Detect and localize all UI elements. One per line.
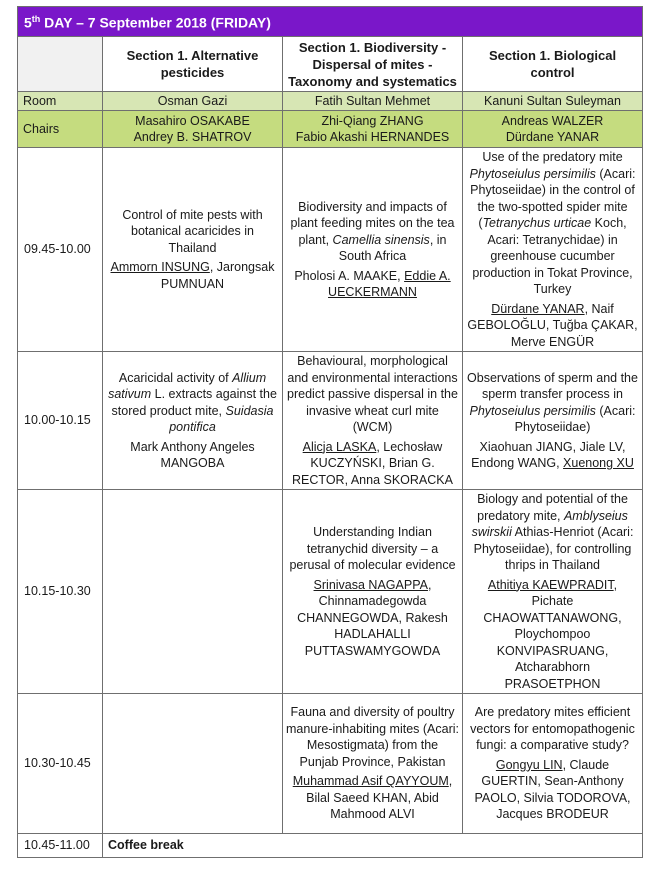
talk-title: Acaricidal activity of Allium sativum L. extracts against the stored product mite, Suidasia pontifica	[108, 370, 277, 434]
header-biodiversity: Section 1. Biodiversity - Dispersal of mites - Taxonomy and systematics	[283, 37, 463, 92]
room-label: Room	[18, 92, 103, 111]
chair-name: Fabio Akashi HERNANDES	[295, 130, 450, 144]
presenting-author: Muhammad Asif QAYYOUM	[292, 774, 449, 789]
schedule-page	[17, 6, 642, 858]
talk-authors: Srinivasa NAGAPPA, Chinnamadegowda CHANNEGOWDA, Rakesh HADLAHALLI PUTTASWAMYGOWDA	[297, 577, 448, 658]
talk-authors: Alicja LASKA, Lechosław KUCZYŃSKI, Brian G. RECTOR, Anna SKORACKA	[292, 439, 453, 487]
talk-title: Are predatory mites efficient vectors for entomopathogenic fungi: a comparative study?	[470, 705, 635, 753]
session-row	[18, 352, 643, 490]
coffee-break-row	[18, 834, 643, 858]
chairs-row	[18, 111, 643, 148]
talk-cell	[283, 694, 463, 834]
talk-cell	[463, 352, 643, 490]
talk-title: Biology and potential of the predatory mite, Amblyseius swirskii Athias-Henriot (Acari: Phytoseiidae), for controlling thrips in Thailand	[471, 492, 634, 572]
header-row	[18, 37, 643, 92]
chairs-cell	[283, 111, 463, 148]
session-row	[18, 490, 643, 694]
talk-cell	[103, 148, 283, 352]
session-row	[18, 148, 643, 352]
talk-cell	[103, 352, 283, 490]
chair-name: Zhi-Qiang ZHANG	[321, 113, 424, 128]
time-slot: 10.15-10.30	[18, 490, 103, 694]
talk-authors: Xiaohuan JIANG, Jiale LV, Endong WANG, Xuenong XU	[471, 439, 634, 470]
coffee-break-label: Coffee break	[103, 834, 643, 858]
talk-cell	[283, 148, 463, 352]
talk-authors: Muhammad Asif QAYYOUM, Bilal Saeed KHAN, Abid Mahmood ALVI	[292, 774, 453, 822]
time-slot: 10.45-11.00	[18, 834, 103, 858]
chair-name: Masahiro OSAKABE	[135, 113, 250, 128]
header-corner	[18, 37, 103, 92]
talk-authors: Ammorn INSUNG, Jarongsak PUMNUAN	[110, 260, 275, 291]
room-value: Osman Gazi	[103, 92, 283, 111]
session-row	[18, 694, 643, 834]
talk-authors: Pholosi A. MAAKE, Eddie A. UECKERMANN	[294, 268, 451, 299]
presenting-author: Alicja LASKA	[302, 439, 377, 454]
chairs-cell	[463, 111, 643, 148]
talk-cell	[463, 490, 643, 694]
talk-title: Observations of sperm and the sperm transfer process in Phytoseiulus persimilis (Acari: Phytoseiidae)	[467, 370, 638, 434]
presenting-author: Srinivasa NAGAPPA	[313, 577, 428, 592]
talk-cell	[283, 352, 463, 490]
presenting-author: Xuenong XU	[563, 456, 634, 470]
header-alternative-pesticides: Section 1. Alternative pesticides	[103, 37, 283, 92]
chair-name: Andreas WALZER	[501, 113, 604, 128]
talk-title: Biodiversity and impacts of plant feeding mites on the tea plant, Camellia sinensis, in South Africa	[290, 199, 455, 263]
room-value: Fatih Sultan Mehmet	[283, 92, 463, 111]
empty-talk-cell	[103, 490, 283, 694]
talk-authors: Dürdane YANAR, Naif GEBOLOĞLU, Tuğba ÇAKAR, Merve ENGÜR	[467, 301, 638, 349]
presenting-author: Athitiya KAEWPRADIT	[487, 577, 614, 592]
room-row	[18, 92, 643, 111]
talk-authors: Gongyu LIN, Claude GUERTIN, Sean-Anthony PAOLO, Silvia TODOROVA, Jacques BRODEUR	[474, 757, 631, 822]
room-value: Kanuni Sultan Suleyman	[463, 92, 643, 111]
talk-cell	[463, 694, 643, 834]
title-row	[18, 7, 643, 37]
talk-title: Understanding Indian tetranychid diversity – a perusal of molecular evidence	[289, 525, 456, 572]
presenting-author: Ammorn INSUNG	[110, 260, 210, 275]
chairs-label: Chairs	[18, 111, 103, 148]
header-biological-control: Section 1. Biological control	[463, 37, 643, 92]
talk-title: Fauna and diversity of poultry manure-inhabiting mites (Acari: Mesostigmata) from the Punjab Province, Pakistan	[286, 705, 459, 769]
chair-name: Andrey B. SHATROV	[133, 130, 252, 144]
talk-authors: Athitiya KAEWPRADIT, Pichate CHAOWATTANAWONG, Ploychompoo KONVIPASRUANG, Atcharabhorn PRASOETPHON	[483, 577, 622, 691]
presenting-author: Dürdane YANAR	[491, 301, 585, 316]
chair-name: Dürdane YANAR	[505, 130, 600, 144]
talk-authors: Mark Anthony Angeles MANGOBA	[130, 439, 255, 470]
presenting-author: Gongyu LIN	[495, 757, 563, 772]
talk-title: Control of mite pests with botanical acaricides in Thailand	[122, 207, 263, 255]
talk-title: Use of the predatory mite Phytoseiulus persimilis (Acari: Phytoseiidae) in the control of the two-spotted spider mite (Tetranychus urticae Koch, Acari: Tetranychidae) in greenhouse cucumber production in Tokat Province, Turkey	[469, 150, 636, 296]
talk-cell	[283, 490, 463, 694]
empty-talk-cell	[103, 694, 283, 834]
time-slot: 10.00-10.15	[18, 352, 103, 490]
time-slot: 09.45-10.00	[18, 148, 103, 352]
schedule-table	[17, 6, 643, 858]
presenting-author: Eddie A. UECKERMANN	[328, 268, 451, 299]
talk-title: Behavioural, morphological and environmental interactions predict passive dispersal in the invasive wheat curl mite (WCM)	[287, 354, 458, 434]
chairs-cell	[103, 111, 283, 148]
day-title: 5th DAY – 7 September 2018 (FRIDAY)	[18, 7, 643, 37]
talk-cell	[463, 148, 643, 352]
time-slot: 10.30-10.45	[18, 694, 103, 834]
